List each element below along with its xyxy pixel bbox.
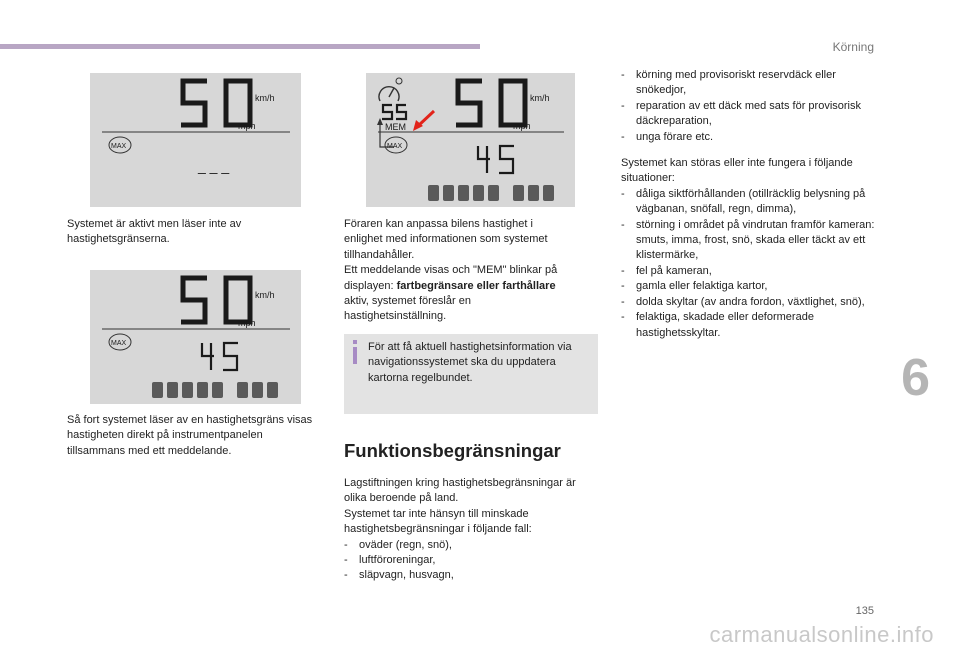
disturbance-list	[621, 187, 881, 341]
display-illustration-memorise	[366, 73, 575, 207]
chapter-number: 6	[901, 349, 930, 407]
header-accent-bar	[0, 44, 480, 49]
unit-mph: mph	[513, 121, 531, 131]
speed-limit-digits	[181, 278, 250, 322]
mem-label: MEM	[385, 122, 406, 132]
unit-kmh: km/h	[255, 290, 275, 300]
paragraph-mem: Ett meddelande visas och "MEM" blinkar på displayen: fartbegränsare eller farthållare aktiv, systemet föreslår en hastighetsinställning.	[344, 264, 558, 323]
max-icon	[109, 137, 131, 153]
unit-kmh: km/h	[530, 93, 550, 103]
svg-text:MAX: MAX	[111, 143, 127, 150]
speed-scale-bars	[428, 185, 554, 201]
memorised-speed-digits	[382, 105, 406, 119]
info-icon	[351, 340, 361, 364]
conditions-list	[621, 68, 881, 145]
speed-limit-digits	[456, 81, 525, 125]
column-2-text	[344, 217, 574, 325]
list-item: - dåliga siktförhållanden (otillräcklig belysning på vägbanan, snöfall, regn, dimma),	[621, 187, 866, 216]
current-speed-digits	[478, 146, 514, 173]
speedometer-icon	[379, 78, 402, 101]
list-item: - felaktiga, skadade eller deformerade hastighetsskyltar.	[621, 311, 814, 339]
svg-text:MAX: MAX	[387, 143, 403, 150]
list-item: - gamla eller felaktiga kartor,	[621, 280, 768, 293]
list-item: - unga förare etc.	[621, 130, 714, 143]
list-item: - körning med provisoriskt reservdäck eller snökedjor,	[621, 69, 836, 97]
svg-text:MAX: MAX	[111, 340, 127, 347]
disturb-intro: Systemet kan störas eller inte fungera i följande situationer:	[621, 157, 853, 185]
no-limit-dashes: _ _ _	[198, 158, 230, 174]
max-icon	[109, 334, 131, 350]
section-title: Körning	[832, 40, 874, 54]
unit-mph: mph	[238, 121, 256, 131]
watermark: carmanualsonline.info	[709, 622, 934, 647]
list-item: - oväder (regn, snö),	[344, 538, 452, 551]
info-text: För att få aktuell hastighetsinformation via navigationssystemet ska du uppdatera kartorna regelbundet.	[368, 341, 572, 384]
list-item: - släpvagn, husvagn,	[344, 569, 454, 582]
list-item: - dolda skyltar (av andra fordon, växtlighet, snö),	[621, 295, 865, 308]
list-item: - reparation av ett däck med sats för provisorisk däckreparation,	[621, 99, 861, 128]
column-3-text	[621, 68, 881, 341]
red-arrow-icon	[413, 111, 434, 131]
max-icon	[385, 137, 407, 153]
current-speed-digits	[202, 343, 238, 370]
list-item: - fel på kameran,	[621, 264, 712, 277]
display-illustration-inactive	[90, 73, 301, 207]
list-item: - luftföroreningar,	[344, 554, 436, 567]
speed-scale-bars	[152, 382, 278, 398]
limits-text: Lagstiftningen kring hastighetsbegränsningar är olika beroende på land. Systemet tar inte hänsyn till minskade hastighetsbegränsningar i följande fall: - oväder (regn, snö), - luftföroreningar, - släpvagn, husvagn,	[344, 476, 594, 584]
list-item: - störning i området på vindrutan framför kameran: smuts, imma, frost, snö, skada eller täckt av ett klistermärke,	[621, 218, 875, 262]
paragraph-intro: Föraren kan anpassa bilens hastighet i enlighet med informationen som systemet tillhandahåller.	[344, 218, 548, 261]
unit-mph: mph	[238, 318, 256, 328]
limits-list	[344, 538, 594, 584]
info-box	[344, 334, 598, 414]
caption-inactive: Systemet är aktivt men läser inte av hastighetsgränserna.	[67, 218, 242, 246]
display-illustration-active	[90, 270, 301, 404]
page-number: 135	[855, 605, 874, 617]
unit-kmh: km/h	[255, 93, 275, 103]
caption-active: Så fort systemet läser av en hastighetsgräns visas hastigheten direkt på instrumentpanelen tillsammans med ett meddelande.	[67, 414, 313, 457]
section-heading: Funktionsbegränsningar	[344, 440, 561, 461]
speed-limit-digits	[181, 81, 250, 125]
